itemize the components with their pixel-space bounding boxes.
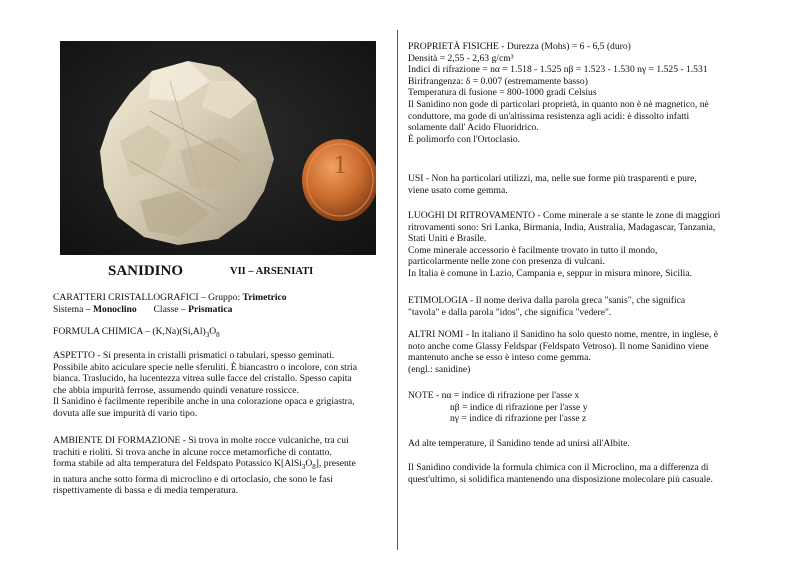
luoghi-line: ritrovamenti sono: Sri Lanka, Birmania, India, Australia, Madagascar, Tanzania, [408,221,716,233]
formula-sub2: 8 [216,330,220,339]
proprieta-line: Indici di rifrazione = nα = 1.518 - 1.525 nβ = 1.523 - 1.530 nγ = 1.525 - 1.531 [408,64,708,76]
aspetto-line: bianca. Traslucido, ha lucentezza vitrea sulle facce del cristallo. Spesso capita [53,373,352,385]
usi-line: USI - Non ha particolari utilizzi, ma, nelle sue forme più trasparenti e pure, [408,173,697,184]
ambiente-o: O [305,458,313,470]
mineral-title: SANIDINO [108,263,184,279]
luoghi-line: LUOGHI DI RITROVAMENTO - Come minerale a se stante le zone di maggiori [408,210,721,221]
etimologia-line: "tavola" e dalla parola "idos", che significa "vedere". [408,306,612,318]
aspetto-line: ASPETTO - Si presenta in cristalli prismatici o tabulari, spesso geminati. [53,350,335,361]
luoghi-line: particolarmente nelle zone con presenza di vulcani. [408,256,605,268]
ambiente-line: rispettivamente di bassa e di media temperatura. [53,485,239,497]
proprieta-line: Temperatura di fusione = 800-1000 gradi Celsius [408,87,597,99]
aspetto-section [53,350,388,420]
svg-text:1: 1 [333,150,347,179]
specimen-photo [60,41,376,255]
formula-text: (K,Na)(Si,Al) [152,326,206,337]
sistema-value: Monoclino [92,303,137,315]
proprieta-line: Densità = 2,55 - 2,63 g/cm³ [408,52,514,64]
mineral-class: VII – ARSENIATI [230,266,314,277]
aspetto-line: che abbia impurità ferrose, assumendo quindi venature rossicce. [53,384,299,396]
ambiente-sub1: 3 [301,463,306,472]
altri-nomi-line: noto anche come Glassy Feldspar (Feldspato Vetroso). Il nome Sanidino viene [408,340,709,352]
classe-value: Prismatica [188,303,233,315]
cristallografici-prefix: CARATTERI CRISTALLOGRAFICI – Gruppo: [53,292,243,303]
ambiente-line: trachiti e rioliti. Si trova anche in alcune rocce metamorfiche di contatto. [53,446,332,458]
proprieta-section [408,41,748,145]
condivide-line: quest'ultimo, si solidifica mantenendo una disposizione molecolare più casuale. [408,473,713,485]
altri-nomi-line: ALTRI NOMI - In italiano il Sanidino ha solo questo nome, mentre, in inglese, è [408,329,719,340]
formula-prefix: FORMULA CHIMICA – [53,326,153,337]
note-line: NOTE - nα = indice di rifrazione per l'asse x [408,390,580,401]
condivide-line: Il Sanidino condivide la formula chimica con il Microclino, ma a differenza di [408,462,709,473]
note-section [408,390,748,425]
ambiente-section [53,435,388,497]
condivide-section [408,462,748,485]
formula-sub1: 3 [205,330,210,339]
ambiente-line3-pre: forma stabile ad alta temperatura del Feldspato Potassico K[AlSi [53,458,302,470]
crystallographic-section [53,292,388,315]
formula-o: O [209,326,217,337]
luoghi-section [408,210,748,280]
aspetto-line: Il Sanidino è facilmente reperibile anche in una colorazione opaca e grigiastra, [53,396,355,408]
usi-line: viene usato come gemma. [408,184,508,196]
formula-section [53,326,388,342]
classe-prefix: Classe – [153,303,189,315]
ambiente-line: in natura anche sotto forma di microclino e di ortoclasio, che sono le fasi [53,473,333,485]
note-line: nβ = indice di rifrazione per l'asse y [450,401,588,413]
column-divider [397,30,398,550]
aspetto-line: Possibile abito aciculare specie nelle sferuliti. È biancastro o incolore, con stria [53,361,357,373]
luoghi-line: In Italia è comune in Lazio, Campania e, seppur in misura minore, Sicilia. [408,267,692,279]
gruppo-value: Trimetrico [242,292,287,303]
proprieta-line: Birifrangenza: δ = 0.007 (estremamente basso) [408,75,588,87]
proprieta-line: Il Sanidino non gode di particolari proprietà, in quanto non è nè magnetico, nè [408,98,709,110]
sistema-prefix: Sistema – [53,303,93,315]
note-line: nγ = indice di rifrazione per l'asse z [450,413,587,425]
ambiente-line: AMBIENTE DI FORMAZIONE - Si trova in molte rocce vulcaniche, tra cui [53,435,349,446]
ambiente-line3-post: ], presente [315,458,356,470]
proprieta-line: conduttore, ma gode di un'altissima resistenza agli acidi: è dissolto infatti [408,110,690,122]
luoghi-line: Stati Uniti e Brasile. [408,233,487,245]
proprieta-line: PROPRIETÀ FISICHE - Durezza (Mohs) = 6 - 6,5 (duro) [408,41,631,52]
proprieta-line: solamente dall' Acido Fluoridrico. [408,122,539,134]
ambiente-line [53,458,388,474]
usi-section [408,173,748,196]
etimologia-section [408,295,748,318]
etimologia-line: ETIMOLOGIA - Il nome deriva dalla parola greca "sanis", che significa [408,295,686,306]
proprieta-line: È polimorfo con l'Ortoclasio. [408,133,521,145]
ambiente-sub2: 8 [312,463,316,472]
altri-nomi-line: mantenuto anche se esso è inteso come gemma. [408,352,591,364]
aspetto-line: dovuta alle sue impurità di vario tipo. [53,407,198,419]
luoghi-line: Come minerale accessorio è facilmente trovato in tutto il mondo, [408,244,658,256]
alta-temperatura-note [408,438,748,450]
altri-nomi-line: (engl.: sanidine) [408,363,471,375]
specimen-photo-graphic [60,41,376,255]
title-row [108,262,398,282]
altri-nomi-section [408,329,748,375]
alta-temp-line: Ad alte temperature, il Sanidino tende ad unirsi all'Albite. [408,438,630,449]
